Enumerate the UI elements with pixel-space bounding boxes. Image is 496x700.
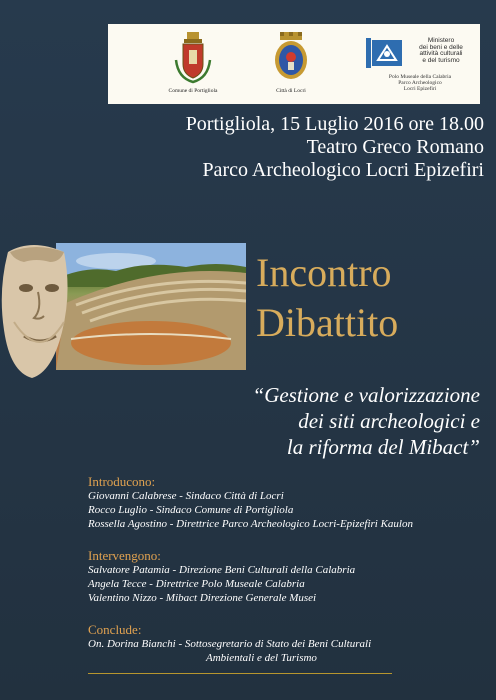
- event-venue: Teatro Greco Romano: [306, 136, 484, 158]
- speaker-line: Giovanni Calabrese - Sindaco Città di Locri: [88, 490, 284, 502]
- conclude-section: [88, 622, 488, 665]
- locri-crest-icon: [271, 30, 311, 86]
- locri-caption: Città di Locri: [276, 88, 306, 94]
- polo-line: Locri Epizefiri: [403, 86, 437, 92]
- speaker-line: Salvatore Patamia - Direzione Beni Culturali della Calabria: [88, 564, 356, 576]
- introducono-heading: Introducono:: [88, 474, 156, 489]
- event-date: Portigliola, 15 Luglio 2016 ore 18.00: [185, 113, 484, 135]
- conclude-heading: Conclude:: [88, 622, 142, 637]
- footer-divider: [88, 673, 392, 674]
- mask-sculpture: [0, 242, 72, 380]
- speaker-line: On. Dorina Bianchi - Sottosegretario di Stato dei Beni Culturali: [88, 638, 372, 650]
- polo-line: Polo Museale della Calabria: [388, 74, 452, 80]
- mibact-logo: [366, 30, 476, 100]
- speaker-line: Valentino Nizzo - Mibact Direzione Generale Musei: [88, 592, 317, 604]
- event-subtitle: [150, 382, 480, 460]
- event-park: Parco Archeologico Locri Epizefiri: [202, 159, 484, 181]
- mibact-mark-icon: [372, 40, 402, 66]
- mibact-vertical-bar: [366, 38, 371, 68]
- mibact-line: dei beni e delle: [419, 43, 463, 51]
- mibact-ministry-text: [406, 38, 476, 64]
- locri-logo: [266, 30, 316, 94]
- portigliola-caption: Comune di Portigliola: [168, 88, 218, 94]
- theatre-photo: [56, 243, 246, 370]
- portigliola-crest-icon: [173, 30, 213, 86]
- title-line-1: Incontro: [256, 250, 392, 295]
- mibact-line: attività culturali: [419, 50, 463, 57]
- speaker-line: Angela Tecce - Direttrice Polo Museale Calabria: [88, 578, 305, 590]
- event-details: [120, 113, 484, 182]
- logo-band: [108, 24, 480, 104]
- speaker-line: Rossella Agostino - Direttrice Parco Archeologico Locri-Epizefiri Kaulon: [88, 518, 413, 530]
- subtitle-line-1: “Gestione e valorizzazione: [252, 383, 480, 407]
- polo-line: Parco Archeologico: [398, 80, 442, 86]
- event-title: [256, 248, 398, 348]
- subtitle-line-3: la riforma del Mibact”: [286, 435, 480, 459]
- intervengono-section: [88, 548, 488, 605]
- portigliola-logo: [158, 30, 228, 94]
- mibact-line: e del turismo: [422, 56, 460, 64]
- subtitle-line-2: dei siti archeologici e: [298, 409, 480, 433]
- intervengono-heading: Intervengono:: [88, 548, 161, 563]
- polo-museale-text: [370, 74, 470, 92]
- mibact-line: Ministero: [427, 37, 455, 44]
- speaker-line: Rocco Luglio - Sindaco Comune di Portigliola: [88, 504, 294, 516]
- speaker-line: Ambientali e del Turismo: [206, 652, 317, 664]
- title-line-2: Dibattito: [256, 300, 399, 345]
- introducono-section: [88, 474, 488, 531]
